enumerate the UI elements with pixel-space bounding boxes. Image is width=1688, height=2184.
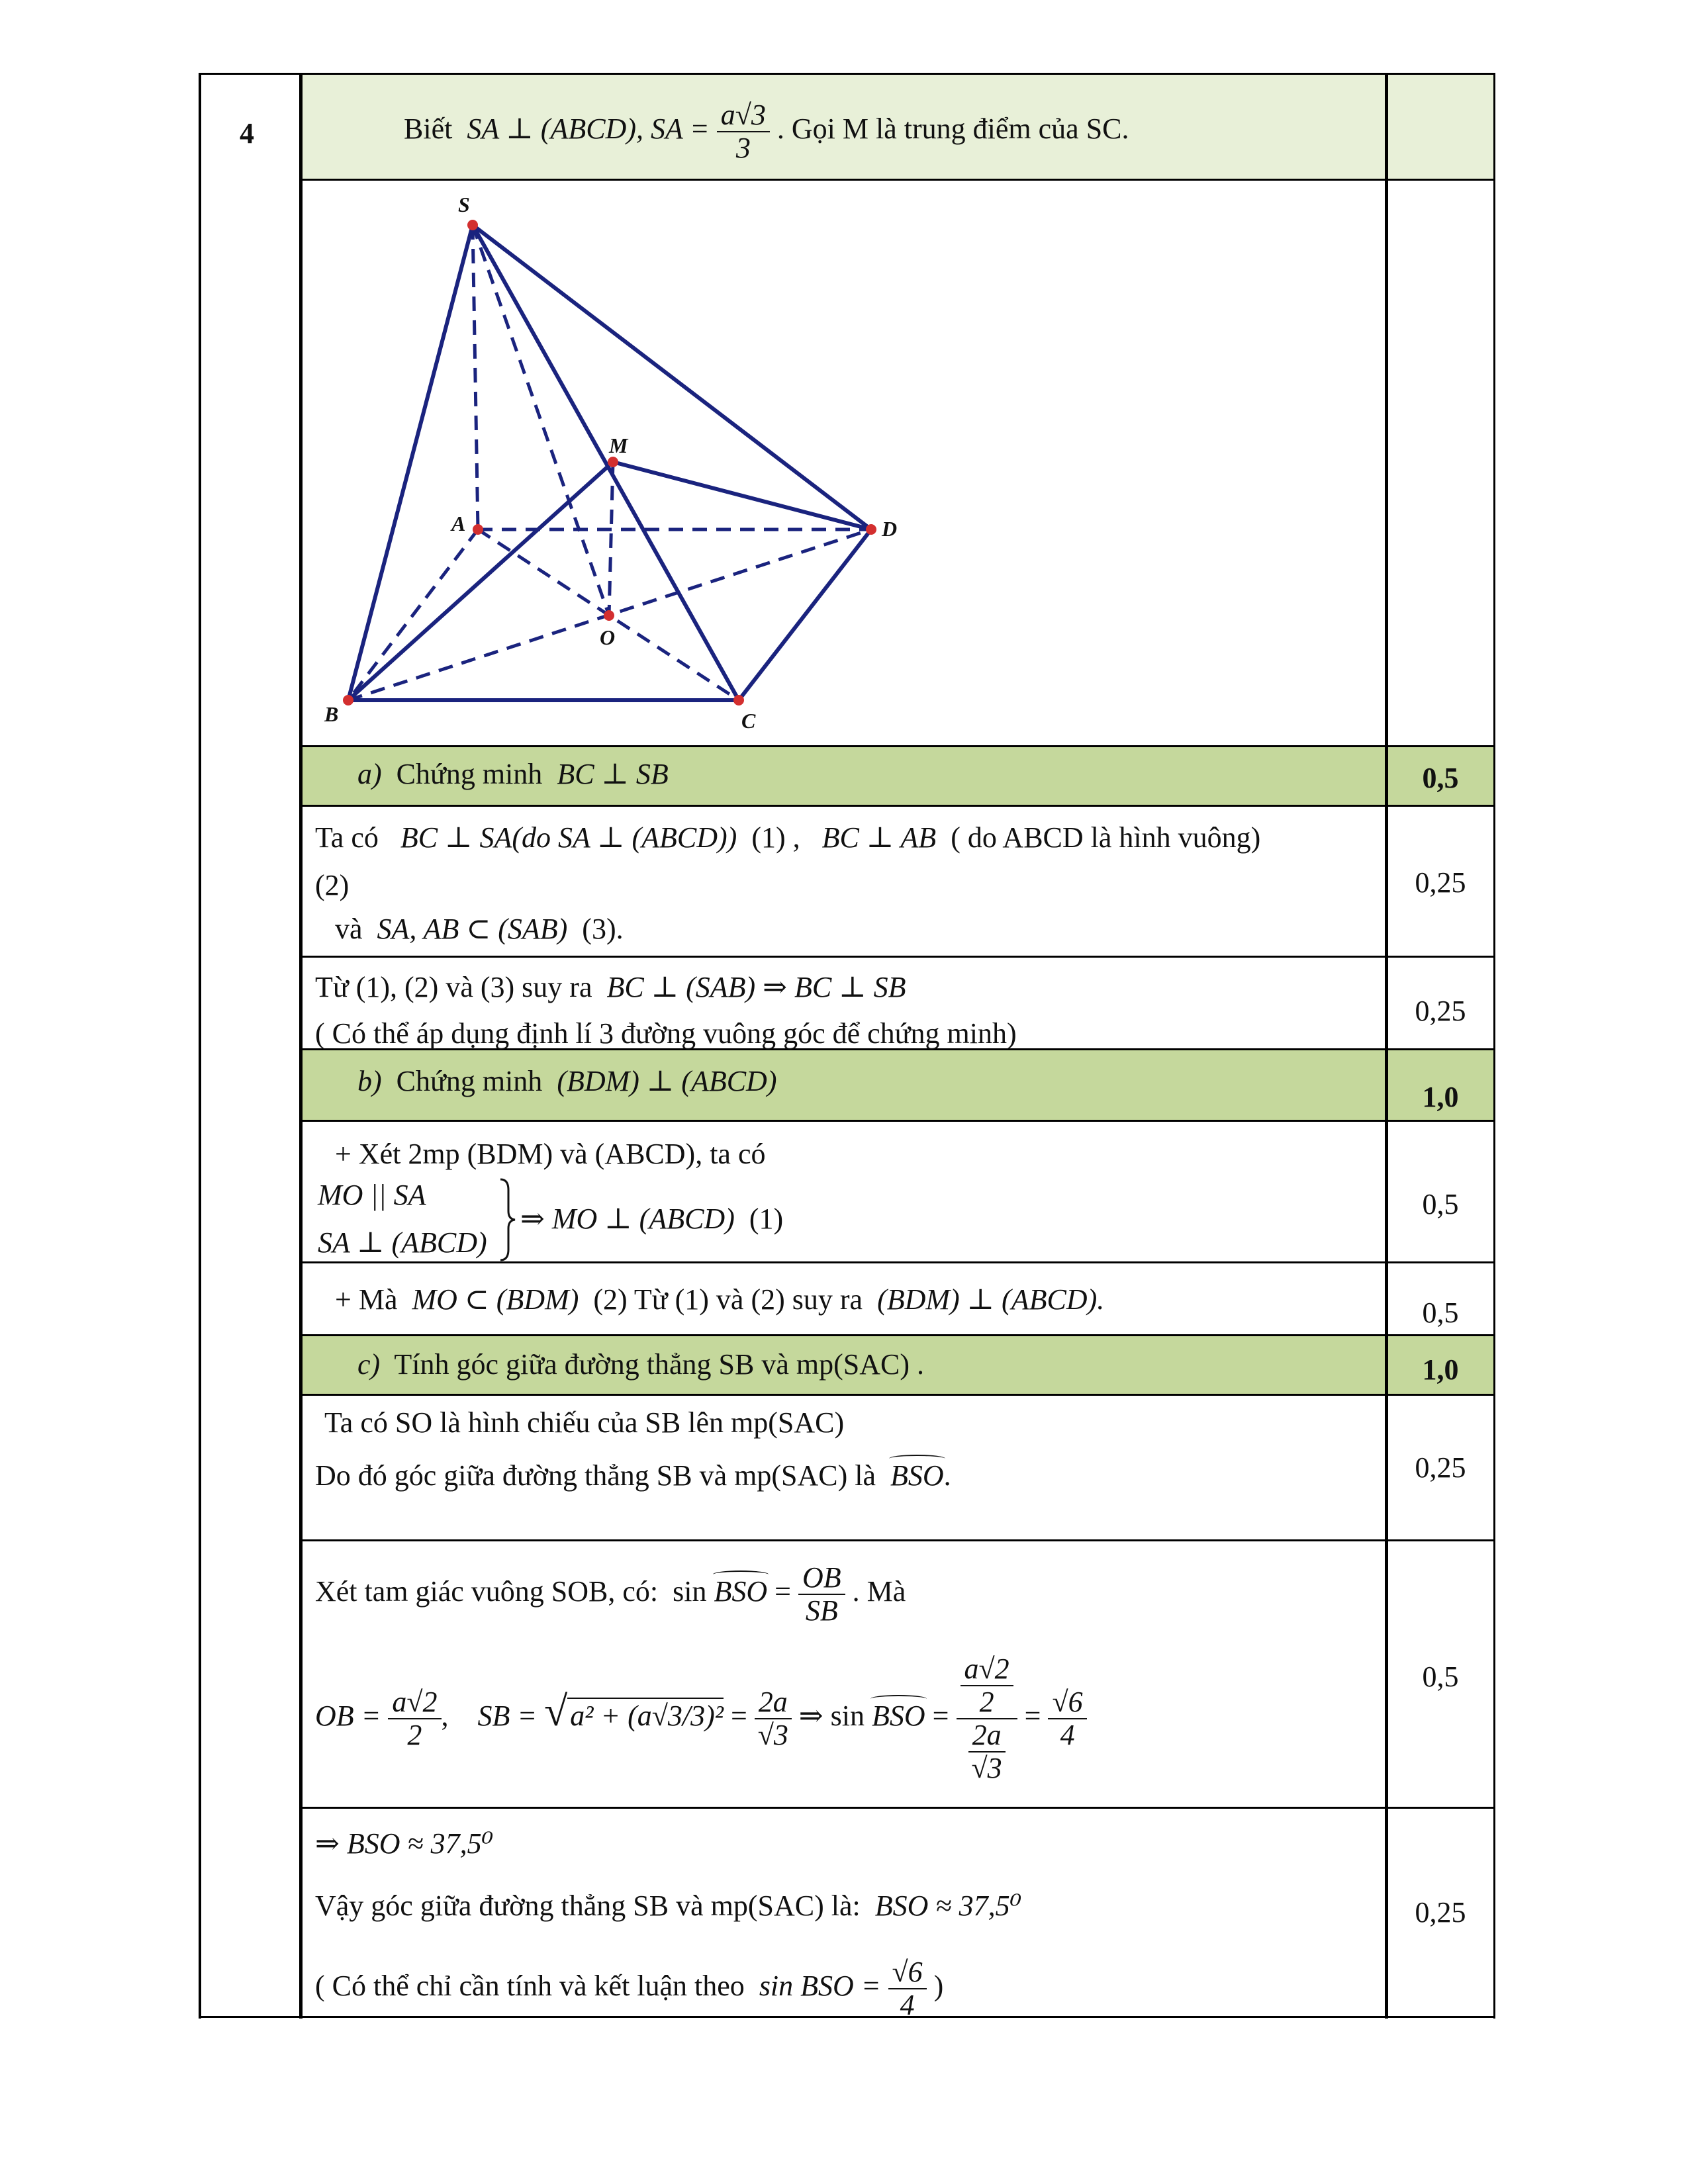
part-b-step1-line1: + Xét 2mp (BDM) và (ABCD), ta có	[335, 1138, 766, 1170]
part-c-score: 1,0	[1422, 1353, 1459, 1386]
point-S	[467, 220, 478, 230]
part-c-step1-line2: Do đó góc giữa đường thẳng SB và mp(SAC) là BSO.	[315, 1459, 951, 1492]
part-b-step1-result: ⇒ MO ⊥ (ABCD) (1)	[520, 1203, 784, 1235]
edge-MO	[609, 462, 613, 615]
part-c-step2-score: 0,5	[1422, 1661, 1459, 1693]
header-statement	[404, 99, 1129, 164]
edge-AB	[348, 529, 478, 700]
part-a-score: 0,5	[1422, 762, 1459, 794]
edge-SD	[473, 225, 871, 529]
part-c-step1-line1: Ta có SO là hình chiếu của SB lên mp(SAC)	[324, 1406, 845, 1439]
part-c-step2-line1: Xét tam giác vuông SOB, có: sin BSO = $\frac{OB}{SB}$ . Mà	[315, 1561, 906, 1627]
part-b-system-row2: SA ⊥ (ABCD)	[318, 1226, 487, 1259]
part-b-system-row1: MO || SA	[318, 1179, 426, 1211]
row-divider	[301, 745, 1495, 747]
label-D: D	[882, 517, 898, 541]
system-brace-icon	[498, 1177, 518, 1263]
table-border-left	[199, 73, 201, 2019]
table-border-right	[1493, 73, 1495, 2019]
label-O: O	[600, 625, 616, 649]
table-border-col2	[1385, 73, 1388, 2019]
part-a-step2-line2: ( Có thể áp dụng định lí 3 đường vuông góc để chứng minh)	[315, 1017, 1017, 1050]
row-divider	[301, 1807, 1495, 1809]
row-divider	[301, 1394, 1495, 1396]
row-divider	[301, 1120, 1495, 1122]
part-b-title: b) Chứng minh (BDM) ⊥ (ABCD)	[357, 1065, 777, 1097]
part-a-step1-score: 0,25	[1415, 866, 1466, 899]
header-prefix: Biết	[404, 113, 453, 146]
edge-CD	[739, 529, 871, 700]
header-fraction: $\frac{a√3}{3}$	[717, 99, 770, 164]
point-M	[608, 457, 618, 467]
edge-SA	[473, 225, 478, 529]
point-O	[604, 610, 614, 621]
header-math: SA ⊥ (ABCD), SA =	[467, 113, 710, 146]
part-c-step1-score: 0,25	[1415, 1451, 1466, 1484]
row-divider	[301, 1539, 1495, 1541]
pyramid-figure	[311, 185, 907, 741]
part-b-score: 1,0	[1422, 1081, 1459, 1113]
part-c-title: c) Tính góc giữa đường thẳng SB và mp(SAC) .	[357, 1348, 924, 1381]
row-divider	[301, 1261, 1495, 1263]
label-A: A	[451, 512, 466, 535]
part-c-step3-line3: ( Có thể chỉ cần tính và kết luận theo sin BSO = $\frac{√6}{4}$ )	[315, 1956, 944, 2021]
part-c-step2-line2: OB = $\frac{a√2}{2}$ , SB = √a² + (a√3/3)² = $\frac{2a}{√3}$ ⇒ sin BSO = $\frac{\frac{a√2}{2}}{\frac{2a}{√3}}$ = $\frac{√6}{4}$	[315, 1653, 1087, 1784]
row-divider	[301, 179, 1495, 181]
point-C	[733, 695, 744, 705]
part-a-step1-line1: Ta có BC ⊥ SA(do SA ⊥ (ABCD)) (1) , BC ⊥ AB ( do ABCD là hình vuông)	[315, 821, 1261, 854]
label-S: S	[458, 193, 470, 216]
row-divider	[301, 956, 1495, 958]
part-a-step1-line3: và SA, AB ⊂ (SAB) (3).	[335, 913, 624, 945]
part-b-step2-score: 0,5	[1422, 1297, 1459, 1329]
part-a-step2-score: 0,25	[1415, 995, 1466, 1027]
edge-SB	[348, 225, 473, 700]
label-M: M	[609, 433, 628, 457]
edge-BM	[348, 462, 616, 700]
table-border-col1	[299, 73, 303, 2019]
point-D	[866, 524, 876, 535]
part-a-step1-line2: (2)	[315, 869, 350, 901]
edge-MD	[613, 462, 871, 529]
part-c-step3-line2: Vậy góc giữa đường thẳng SB và mp(SAC) là: BSO ≈ 37,5⁰	[315, 1889, 1022, 1922]
point-B	[343, 695, 353, 705]
part-b-step1-score: 0,5	[1422, 1188, 1459, 1220]
label-C: C	[741, 709, 756, 733]
table-border-top	[199, 73, 1495, 75]
label-B: B	[324, 702, 339, 726]
part-a-title: a) Chứng minh BC ⊥ SB	[357, 758, 669, 790]
part-c-step3-score: 0,25	[1415, 1896, 1466, 1929]
question-number: 4	[240, 117, 254, 150]
part-b-step2: + Mà MO ⊂ (BDM) (2) Từ (1) và (2) suy ra (BDM) ⊥ (ABCD).	[335, 1283, 1105, 1316]
row-divider	[301, 1334, 1495, 1336]
header-suffix: . Gọi M là trung điểm của SC.	[776, 113, 1129, 146]
edge-SO	[473, 225, 609, 615]
header-score-bg	[1387, 73, 1495, 180]
part-c-step3-line1: ⇒ BSO ≈ 37,5⁰	[315, 1827, 494, 1860]
point-A	[473, 524, 483, 535]
part-a-step2-line1: Từ (1), (2) và (3) suy ra BC ⊥ (SAB) ⇒ BC ⊥ SB	[315, 971, 906, 1003]
row-divider	[301, 805, 1495, 807]
